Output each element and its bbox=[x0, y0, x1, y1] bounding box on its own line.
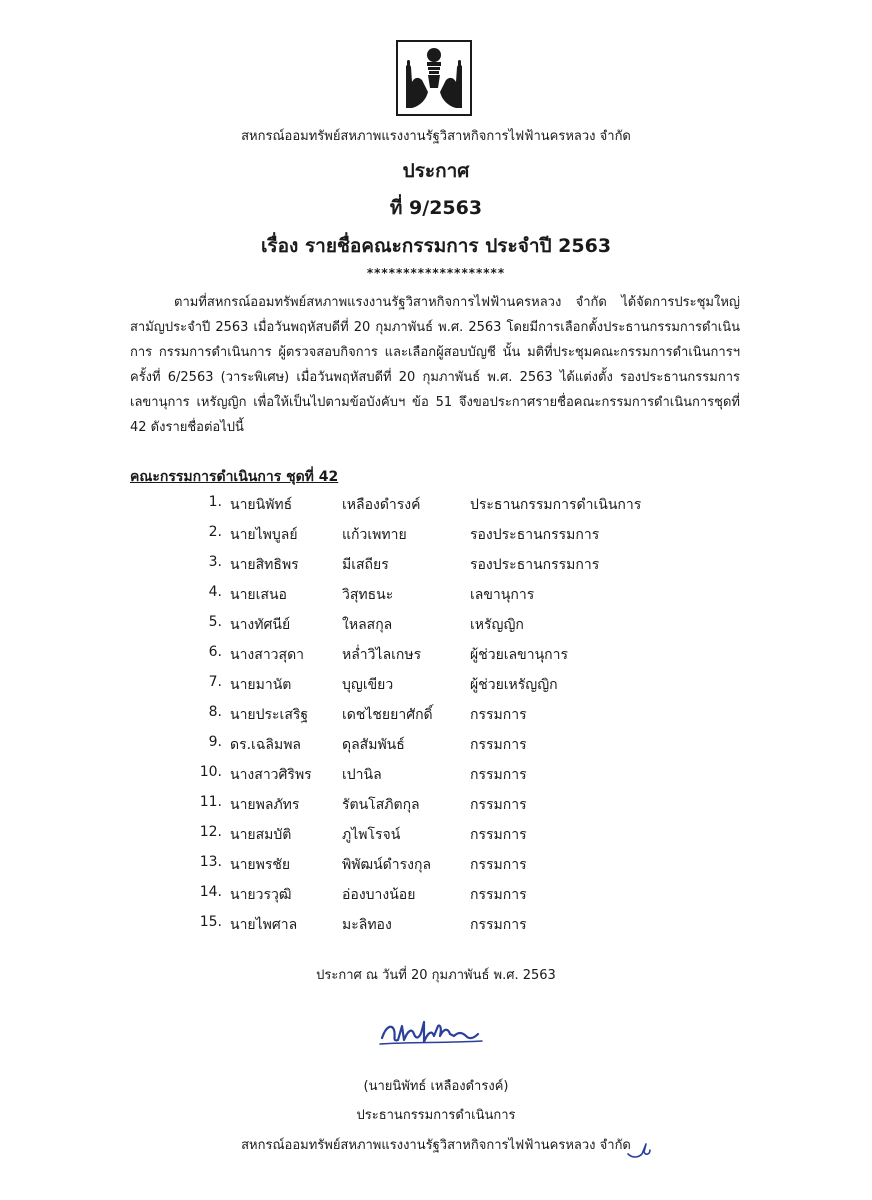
member-number: 13. bbox=[199, 854, 222, 870]
member-surname: แก้วเพทาย bbox=[342, 527, 407, 543]
handwritten-signature bbox=[378, 1016, 488, 1050]
member-surname: อ่องบางน้อย bbox=[342, 887, 416, 903]
table-row bbox=[0, 794, 872, 824]
table-row bbox=[0, 494, 872, 524]
member-surname: มะลิทอง bbox=[342, 917, 392, 933]
member-name: นายไพศาล bbox=[230, 917, 298, 933]
signer-name: (นายนิพัทธ์ เหลืองดำรงค์) bbox=[363, 1079, 509, 1094]
member-name: นายนิพัทธ์ bbox=[230, 497, 293, 513]
member-name: นายประเสริฐ bbox=[230, 707, 309, 723]
table-row bbox=[0, 734, 872, 764]
hands-holding-figure-logo bbox=[396, 40, 472, 116]
member-surname: ใหลสกุล bbox=[342, 617, 393, 633]
member-name: นางสาวศิริพร bbox=[230, 767, 312, 783]
member-surname: พิพัฒน์ดำรงกุล bbox=[342, 857, 432, 873]
member-surname: วิสุทธนะ bbox=[342, 587, 394, 603]
member-position: ผู้ช่วยเลขานุการ bbox=[470, 647, 568, 663]
member-surname: เปานิล bbox=[342, 767, 382, 783]
member-number: 14. bbox=[199, 884, 222, 900]
member-name: ดร.เฉลิมพล bbox=[230, 737, 301, 753]
member-name: นายสมบัติ bbox=[230, 827, 292, 843]
member-number: 6. bbox=[208, 644, 222, 660]
closing-statement: ประกาศ ณ วันที่ 20 กุมภาพันธ์ พ.ศ. 2563 bbox=[316, 968, 556, 983]
member-number: 2. bbox=[208, 524, 222, 540]
member-surname: ดุลสัมพันธ์ bbox=[342, 737, 405, 753]
member-position: กรรมการ bbox=[470, 857, 527, 873]
member-position: ผู้ช่วยเหรัญญิก bbox=[470, 677, 558, 693]
member-position: กรรมการ bbox=[470, 707, 527, 723]
member-position: กรรมการ bbox=[470, 797, 527, 813]
member-position: รองประธานกรรมการ bbox=[470, 527, 600, 543]
member-number: 4. bbox=[208, 584, 222, 600]
table-row bbox=[0, 854, 872, 884]
organization-name: สหกรณ์ออมทรัพย์สหภาพแรงงานรัฐวิสาหกิจการไฟฟ้านครหลวง จำกัด bbox=[241, 129, 631, 144]
member-number: 15. bbox=[199, 914, 222, 930]
member-position: ประธานกรรมการดำเนินการ bbox=[470, 497, 642, 513]
member-number: 9. bbox=[208, 734, 222, 750]
table-row bbox=[0, 674, 872, 704]
announcement-title: ประกาศ bbox=[402, 160, 470, 182]
table-row bbox=[0, 884, 872, 914]
member-number: 12. bbox=[199, 824, 222, 840]
member-position: รองประธานกรรมการ bbox=[470, 557, 600, 573]
member-position: กรรมการ bbox=[470, 917, 527, 933]
table-row bbox=[0, 824, 872, 854]
member-surname: รัตนโสภิตกุล bbox=[342, 797, 420, 813]
member-name: นายพลภัทร bbox=[230, 797, 300, 813]
member-number: 1. bbox=[208, 494, 222, 510]
signer-position: ประธานกรรมการดำเนินการ bbox=[356, 1108, 516, 1123]
member-name: นายพรชัย bbox=[230, 857, 291, 873]
member-surname: เดชไชยยาศักดิ์ bbox=[342, 707, 433, 723]
member-name: นายเสนอ bbox=[230, 587, 287, 603]
member-position: กรรมการ bbox=[470, 737, 527, 753]
member-name: นายวรวุฒิ bbox=[230, 887, 292, 903]
separator-stars: ******************* bbox=[366, 266, 506, 280]
member-surname: เหลืองดำรงค์ bbox=[342, 497, 421, 513]
committee-heading: คณะกรรมการดำเนินการ ชุดที่ 42 bbox=[130, 469, 339, 485]
table-row bbox=[0, 764, 872, 794]
body-paragraph bbox=[130, 290, 740, 440]
member-surname: ภูไพโรจน์ bbox=[342, 827, 401, 843]
member-position: กรรมการ bbox=[470, 887, 527, 903]
member-position: กรรมการ bbox=[470, 767, 527, 783]
signer-organization: สหกรณ์ออมทรัพย์สหภาพแรงงานรัฐวิสาหกิจการไฟฟ้านครหลวง จำกัด bbox=[241, 1138, 631, 1153]
member-name: นางทัศนีย์ bbox=[230, 617, 291, 633]
table-row bbox=[0, 614, 872, 644]
member-number: 3. bbox=[208, 554, 222, 570]
member-name: นายไพบูลย์ bbox=[230, 527, 298, 543]
handwritten-initial bbox=[626, 1138, 652, 1160]
table-row bbox=[0, 914, 872, 944]
table-row bbox=[0, 644, 872, 674]
member-name: นายสิทธิพร bbox=[230, 557, 299, 573]
table-row bbox=[0, 704, 872, 734]
member-position: เหรัญญิก bbox=[470, 617, 524, 633]
member-number: 11. bbox=[199, 794, 222, 810]
member-number: 8. bbox=[208, 704, 222, 720]
member-number: 7. bbox=[208, 674, 222, 690]
committee-member-list bbox=[0, 494, 872, 944]
member-surname: หล่ำวิไลเกษร bbox=[342, 647, 422, 663]
member-number: 5. bbox=[208, 614, 222, 630]
member-position: กรรมการ bbox=[470, 827, 527, 843]
announcement-subject: เรื่อง รายชื่อคณะกรรมการ ประจำปี 2563 bbox=[260, 235, 612, 257]
table-row bbox=[0, 554, 872, 584]
announcement-number: ที่ 9/2563 bbox=[389, 197, 483, 219]
table-row bbox=[0, 524, 872, 554]
table-row bbox=[0, 584, 872, 614]
member-surname: บุญเขียว bbox=[342, 677, 394, 693]
body-paragraph-text: ตามที่สหกรณ์ออมทรัพย์สหภาพแรงงานรัฐวิสาหกิจการไฟฟ้านครหลวง จำกัด ได้จัดการประชุมใหญ่สามัญประจำปี 2563 เมื่อวันพฤหัสบดีที่ 20 กุมภาพันธ์ พ.ศ. 2563 โดยมีการเลือกตั้งประธานกรรมการดำเนินการ กรรมการดำเนินการ ผู้ตรวจสอบกิจการ และเลือกผู้สอบบัญชี นั้น มติที่ประชุมคณะกรรมการดำเนินการฯ ครั้งที่ 6/2563 (วาระพิเศษ) เมื่อวันพฤหัสบดีที่ 20 กุมภาพันธ์ พ.ศ. 2563 ได้แต่งตั้ง รองประธานกรรมการ เลขานุการ เหรัญญิก เพื่อให้เป็นไปตามข้อบังคับฯ ข้อ 51 จึงขอประกาศรายชื่อคณะกรรมการดำเนินการชุดที่ 42 ดังรายชื่อต่อไปนี้ bbox=[130, 295, 740, 435]
member-name: นายมานัต bbox=[230, 677, 292, 693]
member-name: นางสาวสุดา bbox=[230, 647, 305, 663]
member-surname: มีเสถียร bbox=[342, 557, 389, 573]
member-position: เลขานุการ bbox=[470, 587, 535, 603]
member-number: 10. bbox=[199, 764, 222, 780]
